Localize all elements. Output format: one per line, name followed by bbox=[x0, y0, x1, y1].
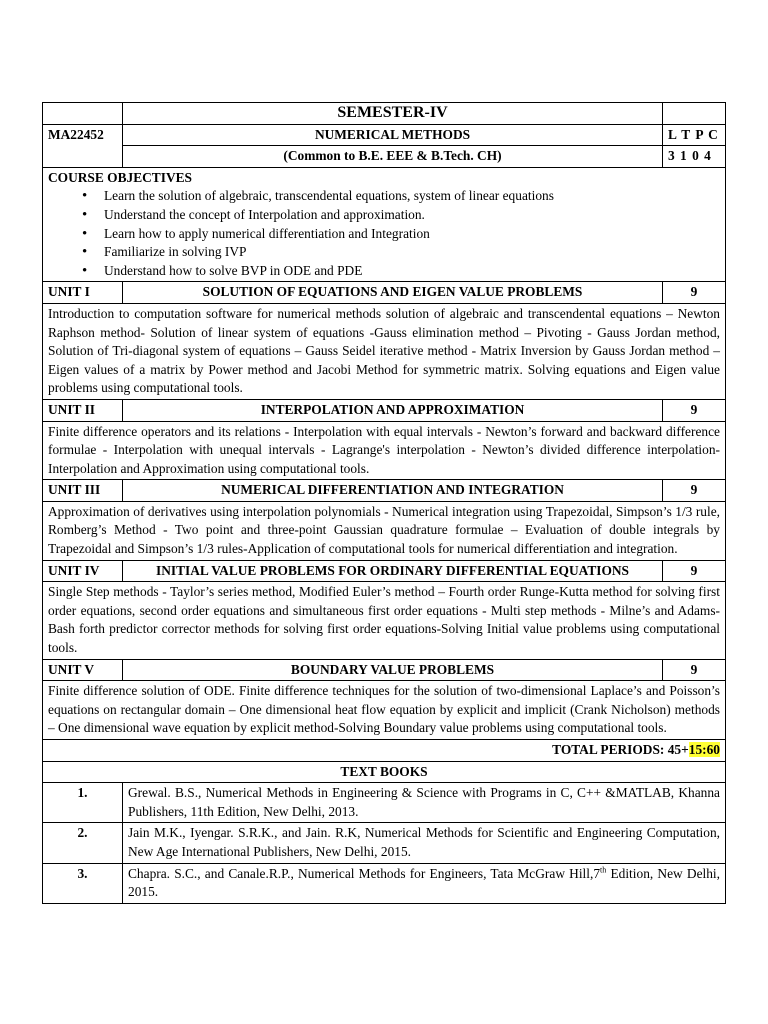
unit-content-row bbox=[43, 582, 726, 659]
unit-label: UNIT I bbox=[43, 282, 123, 304]
total-periods-label: TOTAL PERIODS: 45+ bbox=[552, 742, 689, 757]
unit-content-row bbox=[43, 303, 726, 399]
unit-hours: 9 bbox=[663, 282, 726, 304]
unit-header-row bbox=[43, 282, 726, 304]
text-book-row bbox=[43, 863, 726, 903]
objective-item: • Familiarize in solving IVP bbox=[104, 243, 720, 262]
unit-title: BOUNDARY VALUE PROBLEMS bbox=[123, 659, 663, 681]
objective-item: • Understand the concept of Interpolation and approximation. bbox=[104, 206, 720, 225]
total-periods-row bbox=[43, 740, 726, 762]
objective-item: • Learn how to apply numerical differentiation and Integration bbox=[104, 225, 720, 244]
text-books-heading: TEXT BOOKS bbox=[43, 761, 726, 783]
unit-content: Finite difference solution of ODE. Finite difference techniques for the solution of two-dimensional Laplace’s and Poisson’s equations on rectangular domain – One dimensional heat flow equation by explicit and implicit (Crank Nicholson) methods – One dimensional wave equation by explicit method-Solving Boundary value problems using computational tools. bbox=[43, 681, 726, 740]
ltpc-header: L T P C bbox=[663, 124, 726, 146]
objectives-row bbox=[43, 167, 726, 282]
unit-header-row bbox=[43, 659, 726, 681]
course-code: MA22452 bbox=[43, 124, 123, 167]
text-book-number: 3. bbox=[43, 863, 123, 903]
unit-header-row bbox=[43, 399, 726, 421]
unit-content: Finite difference operators and its relations - Interpolation with equal intervals - Newton’s forward and backward difference formulae - Interpolation with unequal intervals - Lagrange's interpolation - Newton’s divided difference interpolation-Interpolation and Approximation using computational tools. bbox=[43, 421, 726, 480]
ordinal-superscript: th bbox=[600, 865, 607, 875]
unit-label: UNIT II bbox=[43, 399, 123, 421]
unit-title: NUMERICAL DIFFERENTIATION AND INTEGRATION bbox=[123, 480, 663, 502]
course-subtitle-row bbox=[43, 146, 726, 168]
text-book-text: Edition, New Delhi, 2015. bbox=[128, 865, 720, 900]
text-books-heading-row bbox=[43, 761, 726, 783]
unit-content-row bbox=[43, 501, 726, 560]
unit-hours: 9 bbox=[663, 480, 726, 502]
unit-label: UNIT V bbox=[43, 659, 123, 681]
unit-label: UNIT III bbox=[43, 480, 123, 502]
unit-header-row bbox=[43, 560, 726, 582]
unit-label: UNIT IV bbox=[43, 560, 123, 582]
blank-cell bbox=[43, 103, 123, 125]
objectives-heading: COURSE OBJECTIVES bbox=[48, 169, 192, 185]
objectives-list bbox=[48, 187, 720, 280]
unit-hours: 9 bbox=[663, 659, 726, 681]
unit-content-row bbox=[43, 421, 726, 480]
text-book-entry: Jain M.K., Iyengar. S.R.K., and Jain. R.K, Numerical Methods for Scientific and Engineering Computation, New Age International Publishers, New Delhi, 2015. bbox=[123, 823, 726, 863]
course-subtitle: (Common to B.E. EEE & B.Tech. CH) bbox=[123, 146, 663, 168]
unit-content: Single Step methods - Taylor’s series method, Modified Euler’s method – Fourth order Runge-Kutta method for solving first order equations, second order equations and simultaneous first order equations - Multi step methods - Milne’s and Adams- Bash forth predictor corrector methods for solving first order equations-Solving Initial value problems using computational tools. bbox=[43, 582, 726, 659]
text-book-entry bbox=[123, 863, 726, 903]
total-periods bbox=[43, 740, 726, 762]
unit-header-row bbox=[43, 480, 726, 502]
ltpc-values: 3 1 0 4 bbox=[663, 146, 726, 168]
text-book-entry: Grewal. B.S., Numerical Methods in Engineering & Science with Programs in C, C++ &MATLAB, Khanna Publishers, 11th Edition, New Delhi, 2013. bbox=[123, 783, 726, 823]
objective-item: • Learn the solution of algebraic, transcendental equations, system of linear equations bbox=[104, 187, 720, 206]
unit-title: INITIAL VALUE PROBLEMS FOR ORDINARY DIFFERENTIAL EQUATIONS bbox=[123, 560, 663, 582]
blank-cell bbox=[663, 103, 726, 125]
text-book-number: 2. bbox=[43, 823, 123, 863]
text-book-row bbox=[43, 783, 726, 823]
course-title-row bbox=[43, 124, 726, 146]
text-book-number: 1. bbox=[43, 783, 123, 823]
total-periods-highlight: 15:60 bbox=[688, 742, 720, 757]
unit-hours: 9 bbox=[663, 560, 726, 582]
semester-title: SEMESTER-IV bbox=[123, 103, 663, 125]
objectives-cell bbox=[43, 167, 726, 282]
objective-item: • Understand how to solve BVP in ODE and PDE bbox=[104, 262, 720, 281]
unit-title: INTERPOLATION AND APPROXIMATION bbox=[123, 399, 663, 421]
unit-content-row bbox=[43, 681, 726, 740]
unit-content: Introduction to computation software for numerical methods solution of algebraic and transcendental equations – Newton Raphson method- Solution of linear system of equations -Gauss elimination method – Pivoting - Gauss Jordan method, Solution of Tri-diagonal system of equations – Gauss Seidel iterative method - Matrix Inversion by Gauss Jordan method – Eigen values of a matrix by Power method and Jacobi Method for symmetric matrix. Solving equations and Eigen value problems using computational tools. bbox=[43, 303, 726, 399]
syllabus-table bbox=[42, 102, 726, 904]
unit-title: SOLUTION OF EQUATIONS AND EIGEN VALUE PROBLEMS bbox=[123, 282, 663, 304]
unit-hours: 9 bbox=[663, 399, 726, 421]
unit-content: Approximation of derivatives using interpolation polynomials - Numerical integration using Trapezoidal, Simpson’s 1/3 rule, Romberg’s Method - Two point and three-point Gaussian quadrature formulae – Evaluation of double integrals by Trapezoidal and Simpson’s 1/3 rules-Application of computational tools for numerical differentiation and integration. bbox=[43, 501, 726, 560]
course-title: NUMERICAL METHODS bbox=[123, 124, 663, 146]
semester-row bbox=[43, 103, 726, 125]
text-book-text: Chapra. S.C., and Canale.R.P., Numerical Methods for Engineers, Tata McGraw Hill,7 bbox=[128, 865, 601, 881]
text-book-row bbox=[43, 823, 726, 863]
